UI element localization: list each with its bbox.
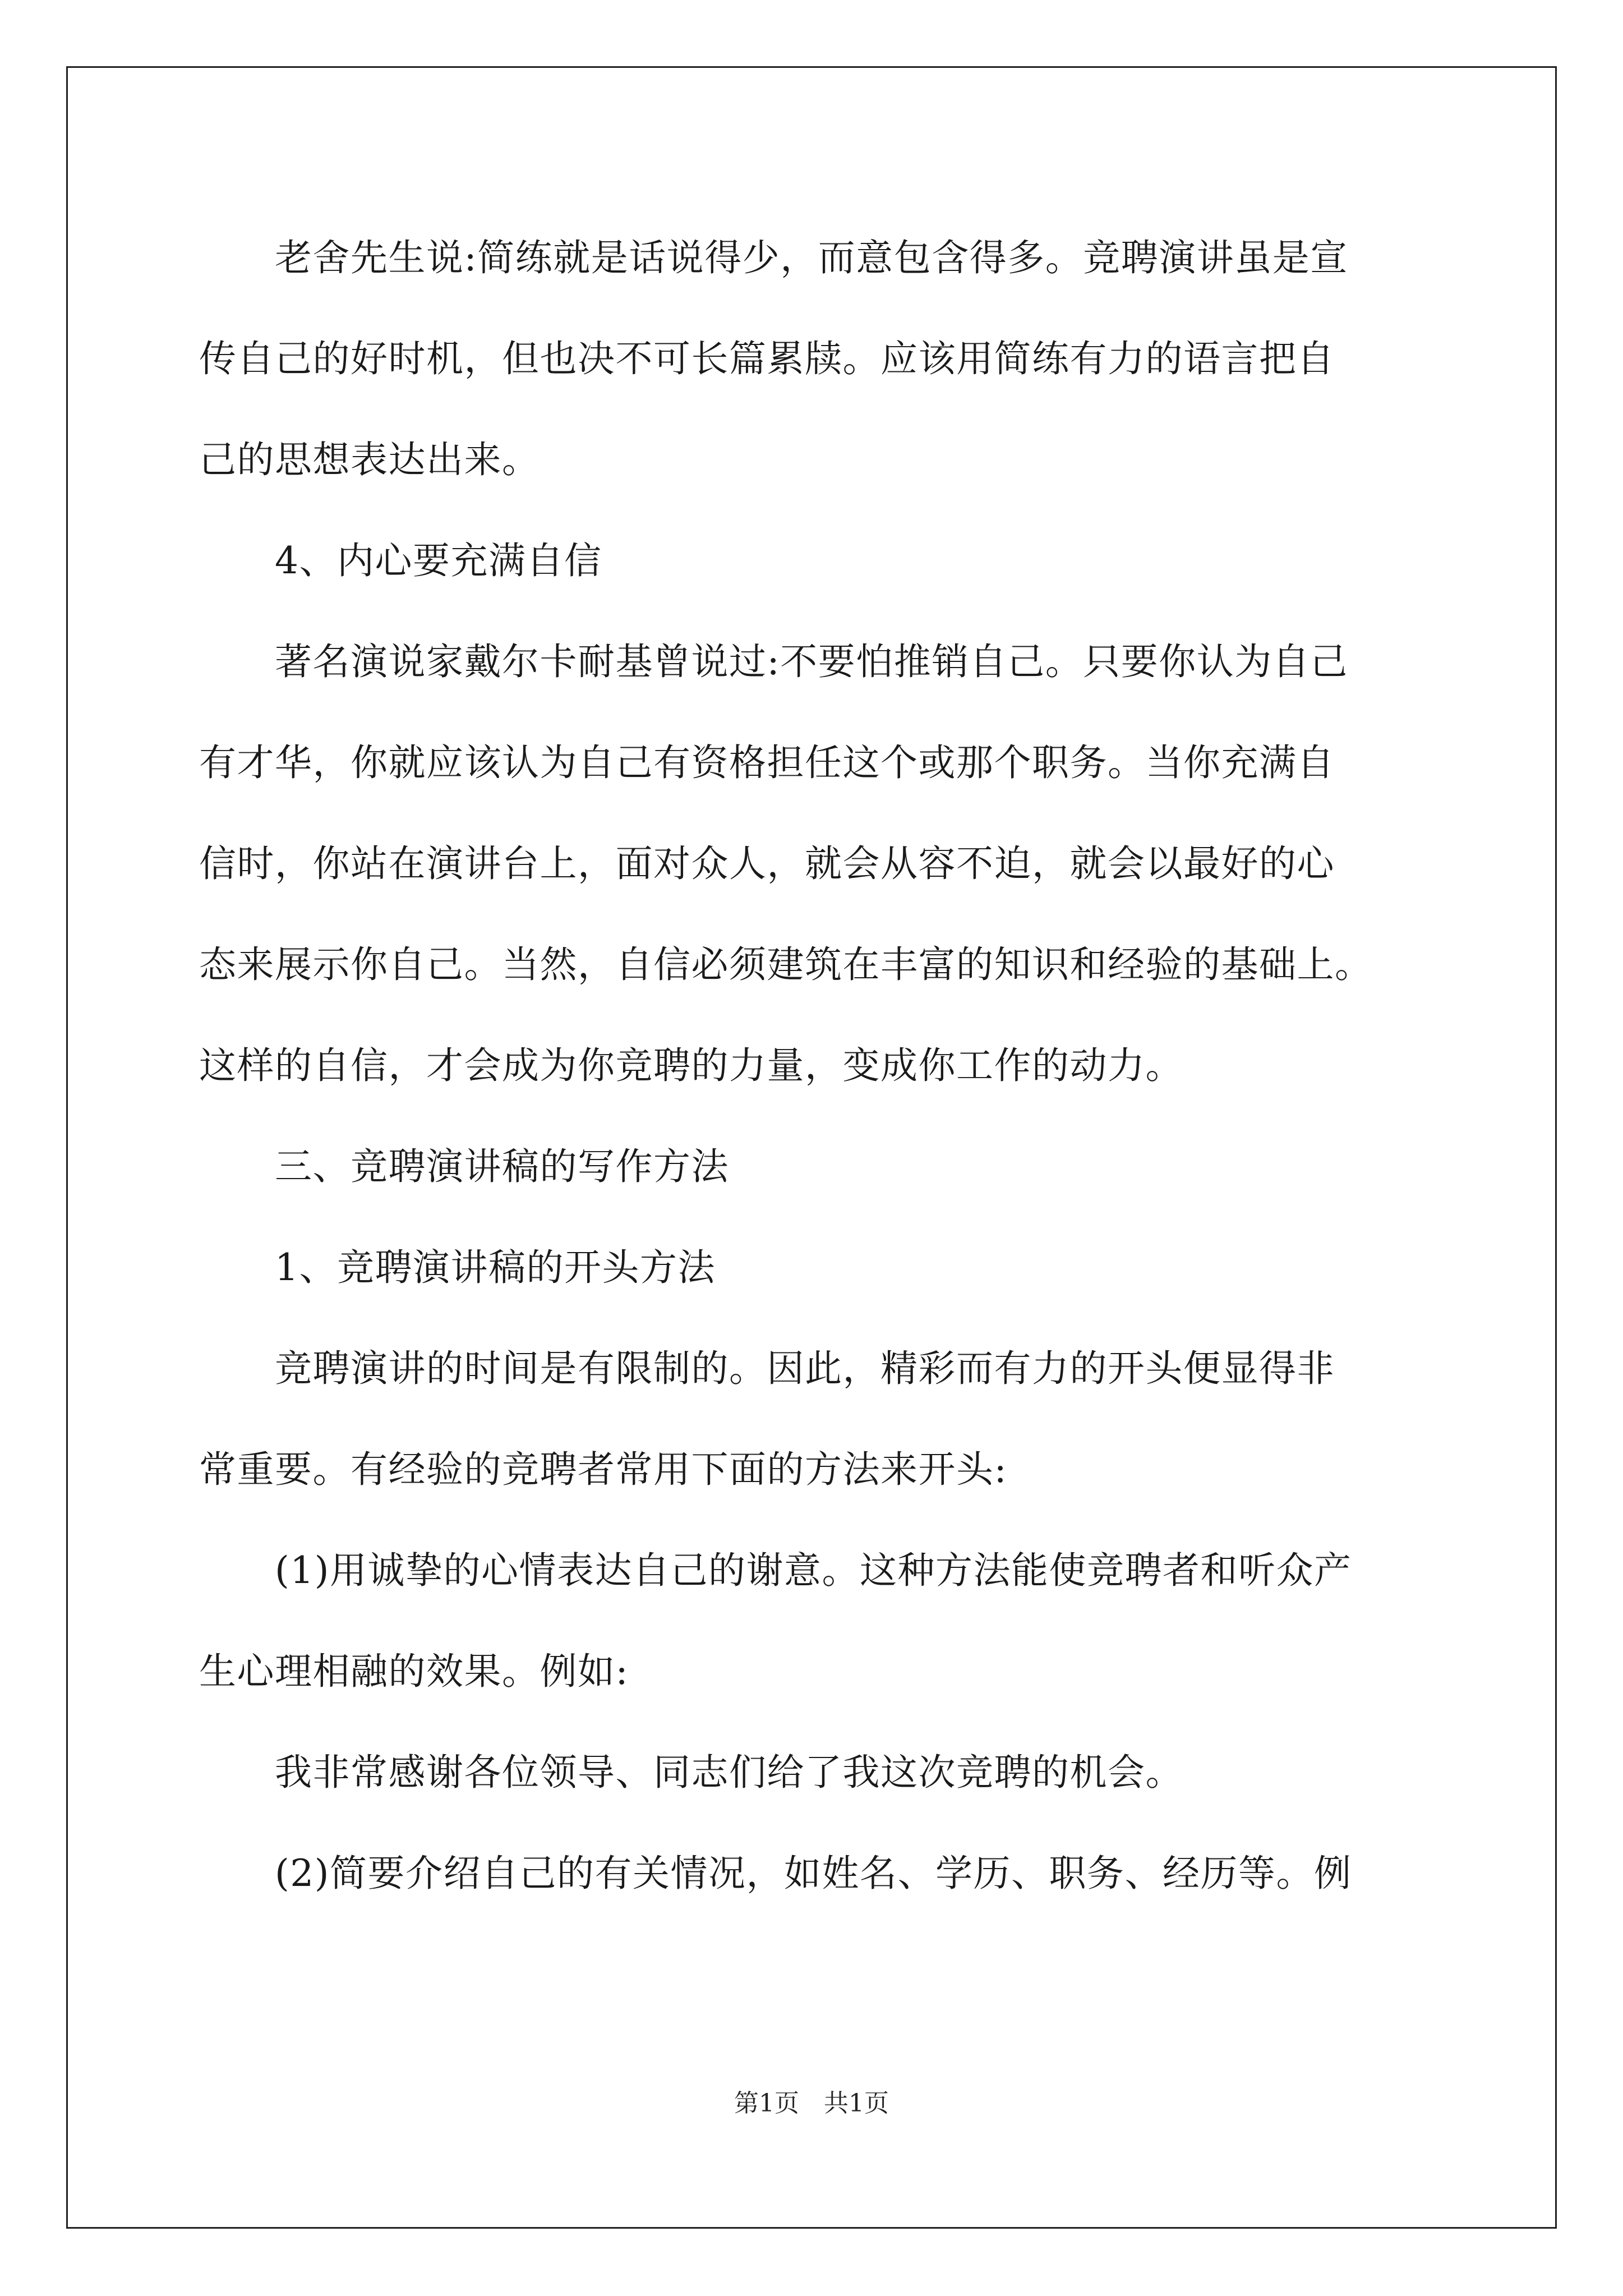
text-line: 己的思想表达出来。 (199, 438, 540, 481)
text-line: 信时，你站在演讲台上，面对众人，就会从容不迫，就会以最好的心 (199, 842, 1335, 885)
text-line: 老舍先生说:简练就是话说得少，而意包含得多。竞聘演讲虽是宣 (199, 236, 1348, 279)
text-line: 这样的自信，才会成为你竞聘的力量，变成你工作的动力。 (199, 1044, 1183, 1087)
section-heading: 1、竞聘演讲稿的开头方法 (199, 1246, 716, 1289)
document-body (199, 208, 1427, 1924)
text-line: 常重要。有经验的竞聘者常用下面的方法来开头: (199, 1448, 1008, 1491)
page-footer: 第1页 共1页 (734, 2089, 889, 2118)
section-heading: 三、竞聘演讲稿的写作方法 (199, 1145, 729, 1188)
text-line: 竞聘演讲的时间是有限制的。因此，精彩而有力的开头便显得非 (199, 1347, 1335, 1390)
text-line: 著名演说家戴尔卡耐基曾说过:不要怕推销自己。只要你认为自己 (199, 640, 1348, 683)
text-line: 生心理相融的效果。例如: (199, 1650, 629, 1693)
text-line: 我非常感谢各位领导、同志们给了我这次竞聘的机会。 (199, 1751, 1183, 1794)
text-line: 有才华，你就应该认为自己有资格担任这个或那个职务。当你充满自 (199, 741, 1335, 784)
section-heading: 4、内心要充满自信 (199, 539, 602, 582)
text-line: 传自己的好时机，但也决不可长篇累牍。应该用简练有力的语言把自 (199, 337, 1335, 380)
text-line: (2)简要介绍自己的有关情况，如姓名、学历、职务、经历等。例 (199, 1852, 1352, 1895)
text-line: 态来展示你自己。当然，自信必须建筑在丰富的知识和经验的基础上。 (199, 943, 1373, 986)
text-line: (1)用诚挚的心情表达自己的谢意。这种方法能使竞聘者和听众产 (199, 1549, 1352, 1592)
